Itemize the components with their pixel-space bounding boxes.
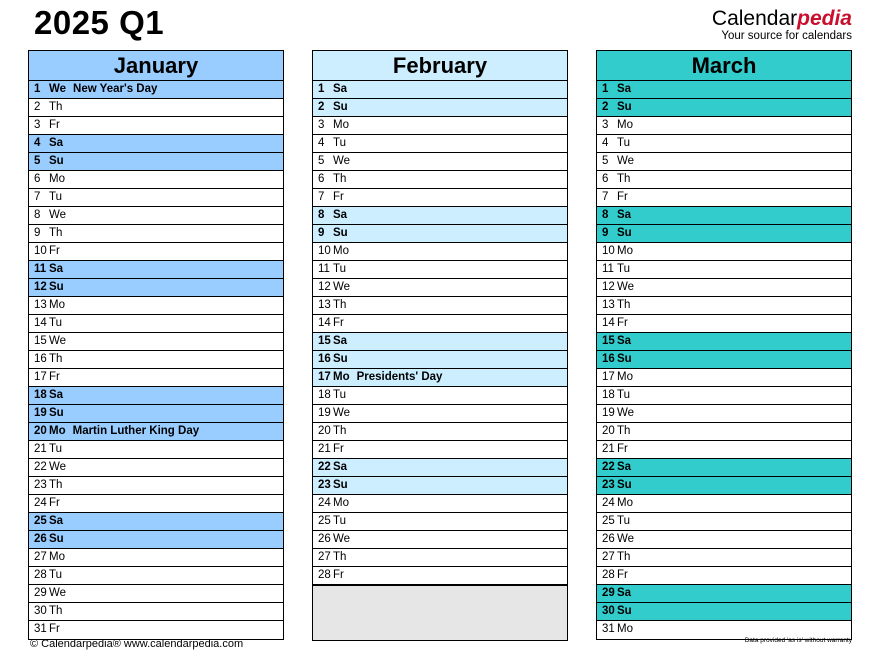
- weekday: We: [333, 533, 351, 545]
- day-row: [313, 135, 567, 153]
- weekday: Fr: [49, 371, 60, 383]
- day-number: 19: [602, 407, 615, 419]
- day-row: [29, 531, 283, 549]
- day-row: [597, 477, 851, 495]
- day-number: 17: [34, 371, 47, 383]
- weekday: Fr: [617, 317, 628, 329]
- day-number: 9: [318, 227, 325, 239]
- weekday: Sa: [333, 335, 348, 347]
- day-row: [597, 261, 851, 279]
- weekday: Sa: [49, 263, 64, 275]
- day-row: [313, 351, 567, 369]
- weekday: Tu: [333, 137, 346, 149]
- day-row: [597, 387, 851, 405]
- day-row: [597, 189, 851, 207]
- weekday: Mo: [49, 299, 65, 311]
- weekday: Sa: [49, 137, 64, 149]
- weekday: Sa: [617, 587, 632, 599]
- day-row: [313, 531, 567, 549]
- day-row: [597, 585, 851, 603]
- day-number: 21: [602, 443, 615, 455]
- weekday: We: [49, 461, 67, 473]
- day-row: [313, 567, 567, 585]
- day-row: [597, 135, 851, 153]
- day-number: 12: [318, 281, 331, 293]
- weekday: Tu: [333, 263, 346, 275]
- day-number: 19: [34, 407, 47, 419]
- day-number: 30: [34, 605, 47, 617]
- empty-filler: [313, 585, 567, 640]
- day-row: [313, 81, 567, 99]
- day-number: 15: [602, 335, 615, 347]
- day-number: 28: [318, 569, 331, 581]
- weekday: Su: [49, 155, 64, 167]
- day-number: 28: [602, 569, 615, 581]
- weekday: Mo: [617, 119, 633, 131]
- day-number: 8: [318, 209, 325, 221]
- day-row: [313, 153, 567, 171]
- weekday: We: [617, 533, 635, 545]
- day-row: [597, 495, 851, 513]
- day-number: 3: [602, 119, 609, 131]
- day-row: [29, 423, 283, 441]
- day-row: [597, 333, 851, 351]
- day-row: [29, 225, 283, 243]
- day-row: [29, 333, 283, 351]
- day-number: 12: [34, 281, 47, 293]
- day-row: [29, 513, 283, 531]
- brand-name-part2: pedia: [797, 7, 852, 30]
- day-number: 18: [318, 389, 331, 401]
- day-row: [597, 603, 851, 621]
- month-header: January: [29, 51, 283, 81]
- day-number: 14: [602, 317, 615, 329]
- day-number: 31: [34, 623, 47, 635]
- day-row: [313, 99, 567, 117]
- weekday: Sa: [333, 461, 348, 473]
- weekday: We: [617, 155, 635, 167]
- day-number: 6: [318, 173, 325, 185]
- weekday: Th: [617, 551, 631, 563]
- day-row: [313, 315, 567, 333]
- day-row: [29, 351, 283, 369]
- weekday: Fr: [49, 623, 60, 635]
- brand-tagline: Your source for calendars: [721, 30, 852, 42]
- day-number: 23: [318, 479, 331, 491]
- day-row: [29, 315, 283, 333]
- day-row: [29, 297, 283, 315]
- day-row: [29, 603, 283, 621]
- day-row: [29, 585, 283, 603]
- weekday: Tu: [617, 515, 630, 527]
- brand-name-part1: Calendar: [711, 7, 798, 30]
- day-row: [597, 81, 851, 99]
- weekday: Fr: [333, 569, 344, 581]
- day-number: 11: [318, 263, 330, 275]
- day-number: 27: [318, 551, 331, 563]
- weekday: Mo: [617, 623, 633, 635]
- weekday: Tu: [49, 191, 62, 203]
- day-row: [313, 225, 567, 243]
- day-number: 27: [34, 551, 47, 563]
- day-row: [597, 441, 851, 459]
- day-row: [29, 495, 283, 513]
- day-row: [29, 369, 283, 387]
- day-number: 24: [602, 497, 615, 509]
- day-number: 17: [602, 371, 615, 383]
- month-february: [312, 50, 568, 641]
- day-number: 21: [34, 443, 47, 455]
- month-january: [28, 50, 284, 640]
- day-number: 11: [602, 263, 614, 275]
- day-row: [29, 135, 283, 153]
- weekday: Tu: [617, 389, 630, 401]
- weekday: Th: [49, 353, 63, 365]
- day-number: 8: [602, 209, 609, 221]
- day-number: 2: [34, 101, 41, 113]
- day-row: [597, 459, 851, 477]
- day-row: [29, 189, 283, 207]
- holiday-name: Martin Luther King Day: [72, 425, 200, 437]
- day-list: [313, 81, 567, 640]
- weekday: Th: [333, 551, 347, 563]
- weekday: Sa: [617, 83, 632, 95]
- holiday-name: Presidents' Day: [356, 371, 443, 383]
- day-number: 18: [34, 389, 47, 401]
- day-row: [597, 117, 851, 135]
- day-number: 27: [602, 551, 615, 563]
- weekday: Fr: [333, 443, 344, 455]
- weekday: Mo: [617, 245, 633, 257]
- weekday: We: [617, 407, 635, 419]
- day-number: 2: [602, 101, 609, 113]
- weekday: We: [333, 407, 351, 419]
- day-number: 29: [602, 587, 615, 599]
- weekday: We: [49, 209, 67, 221]
- day-number: 13: [602, 299, 615, 311]
- day-number: 15: [34, 335, 47, 347]
- day-number: 6: [34, 173, 41, 185]
- day-row: [597, 171, 851, 189]
- weekday: Tu: [49, 443, 62, 455]
- weekday: Fr: [617, 191, 628, 203]
- day-row: [313, 261, 567, 279]
- day-number: 9: [34, 227, 41, 239]
- weekday: Sa: [49, 515, 64, 527]
- day-row: [313, 171, 567, 189]
- day-number: 4: [34, 137, 41, 149]
- day-row: [29, 243, 283, 261]
- day-row: [313, 441, 567, 459]
- day-row: [597, 423, 851, 441]
- day-row: [313, 405, 567, 423]
- day-row: [313, 387, 567, 405]
- day-number: 1: [34, 83, 41, 95]
- day-number: 30: [602, 605, 615, 617]
- weekday: Tu: [49, 569, 62, 581]
- weekday: Sa: [617, 461, 632, 473]
- weekday: Fr: [49, 245, 60, 257]
- day-row: [313, 117, 567, 135]
- day-number: 1: [602, 83, 609, 95]
- day-number: 22: [34, 461, 47, 473]
- weekday: Fr: [49, 497, 60, 509]
- weekday: Su: [333, 479, 348, 491]
- day-number: 6: [602, 173, 609, 185]
- day-number: 9: [602, 227, 609, 239]
- day-row: [29, 261, 283, 279]
- weekday: Mo: [333, 371, 350, 383]
- weekday: Su: [333, 101, 348, 113]
- weekday: We: [617, 281, 635, 293]
- day-number: 17: [318, 371, 331, 383]
- day-number: 3: [34, 119, 41, 131]
- day-row: [313, 297, 567, 315]
- day-number: 21: [318, 443, 331, 455]
- day-number: 20: [34, 425, 47, 437]
- weekday: Su: [617, 479, 632, 491]
- day-row: [313, 549, 567, 567]
- day-number: 5: [34, 155, 41, 167]
- day-number: 22: [602, 461, 615, 473]
- weekday: Tu: [617, 137, 630, 149]
- day-number: 10: [602, 245, 615, 257]
- weekday: Fr: [333, 191, 344, 203]
- day-row: [29, 567, 283, 585]
- day-number: 23: [602, 479, 615, 491]
- weekday: Sa: [617, 335, 632, 347]
- day-row: [313, 369, 567, 387]
- weekday: Tu: [333, 389, 346, 401]
- weekday: Sa: [49, 389, 64, 401]
- day-row: [29, 405, 283, 423]
- weekday: Mo: [49, 425, 66, 437]
- day-number: 26: [318, 533, 331, 545]
- day-row: [29, 441, 283, 459]
- day-row: [597, 513, 851, 531]
- weekday: Su: [617, 605, 632, 617]
- day-number: 7: [602, 191, 609, 203]
- brand-logo: [712, 8, 852, 42]
- weekday: Fr: [617, 569, 628, 581]
- day-row: [29, 621, 283, 639]
- day-row: [313, 333, 567, 351]
- day-row: [597, 549, 851, 567]
- day-row: [29, 549, 283, 567]
- weekday: Mo: [49, 551, 65, 563]
- weekday: Th: [333, 173, 347, 185]
- day-number: 13: [318, 299, 331, 311]
- day-number: 24: [34, 497, 47, 509]
- day-number: 5: [602, 155, 609, 167]
- weekday: Tu: [333, 515, 346, 527]
- day-number: 7: [34, 191, 41, 203]
- brand-name: [712, 8, 852, 30]
- day-row: [313, 279, 567, 297]
- day-row: [597, 315, 851, 333]
- weekday: Mo: [333, 119, 349, 131]
- day-row: [29, 477, 283, 495]
- footer-disclaimer: Data provided 'as is' without warranty: [744, 637, 852, 644]
- day-number: 11: [34, 263, 47, 275]
- weekday: Th: [333, 425, 347, 437]
- weekday: Su: [617, 101, 632, 113]
- day-row: [313, 477, 567, 495]
- day-row: [29, 117, 283, 135]
- day-number: 23: [34, 479, 47, 491]
- day-row: [313, 459, 567, 477]
- day-number: 8: [34, 209, 41, 221]
- day-number: 4: [602, 137, 609, 149]
- weekday: Su: [49, 407, 64, 419]
- weekday: Mo: [49, 173, 65, 185]
- page-title: 2025 Q1: [34, 4, 165, 41]
- day-number: 19: [318, 407, 331, 419]
- day-row: [29, 387, 283, 405]
- day-number: 25: [34, 515, 47, 527]
- weekday: Mo: [333, 245, 349, 257]
- day-row: [597, 279, 851, 297]
- day-row: [313, 495, 567, 513]
- holiday-name: New Year's Day: [73, 83, 158, 95]
- day-row: [597, 225, 851, 243]
- day-row: [29, 279, 283, 297]
- day-number: 10: [318, 245, 331, 257]
- day-row: [313, 513, 567, 531]
- day-row: [597, 369, 851, 387]
- day-number: 24: [318, 497, 331, 509]
- day-row: [597, 351, 851, 369]
- weekday: Fr: [49, 119, 60, 131]
- day-number: 16: [602, 353, 615, 365]
- weekday: Mo: [617, 371, 633, 383]
- day-number: 10: [34, 245, 47, 257]
- day-number: 7: [318, 191, 325, 203]
- day-number: 14: [318, 317, 331, 329]
- day-row: [29, 459, 283, 477]
- day-number: 26: [602, 533, 615, 545]
- weekday: We: [49, 587, 67, 599]
- day-row: [597, 567, 851, 585]
- day-number: 20: [602, 425, 615, 437]
- weekday: Sa: [333, 209, 348, 221]
- day-number: 22: [318, 461, 331, 473]
- weekday: Th: [49, 227, 63, 239]
- weekday: Tu: [617, 263, 630, 275]
- weekday: We: [333, 155, 351, 167]
- weekday: We: [49, 335, 67, 347]
- weekday: Sa: [333, 83, 348, 95]
- weekday: Fr: [333, 317, 344, 329]
- month-header: February: [313, 51, 567, 81]
- weekday: Th: [617, 425, 631, 437]
- day-row: [29, 99, 283, 117]
- day-number: 29: [34, 587, 47, 599]
- weekday: Su: [617, 353, 632, 365]
- weekday: Su: [333, 353, 348, 365]
- day-row: [597, 405, 851, 423]
- day-number: 3: [318, 119, 325, 131]
- weekday: We: [333, 281, 351, 293]
- weekday: Fr: [617, 443, 628, 455]
- weekday: Th: [617, 173, 631, 185]
- day-row: [597, 99, 851, 117]
- day-row: [597, 207, 851, 225]
- weekday: Su: [617, 227, 632, 239]
- month-march: [596, 50, 852, 640]
- day-number: 31: [602, 623, 615, 635]
- day-number: 25: [318, 515, 331, 527]
- day-row: [597, 531, 851, 549]
- weekday: Mo: [617, 497, 633, 509]
- weekday: Su: [49, 281, 64, 293]
- weekday: Th: [49, 605, 63, 617]
- day-row: [29, 153, 283, 171]
- day-row: [597, 297, 851, 315]
- day-row: [29, 81, 283, 99]
- weekday: Th: [49, 101, 63, 113]
- day-number: 13: [34, 299, 47, 311]
- day-list: [29, 81, 283, 639]
- day-number: 12: [602, 281, 615, 293]
- day-row: [597, 243, 851, 261]
- footer-copyright: © Calendarpedia® www.calendarpedia.com: [30, 638, 244, 650]
- weekday: Th: [617, 299, 631, 311]
- weekday: Tu: [49, 317, 62, 329]
- day-number: 25: [602, 515, 615, 527]
- day-row: [313, 189, 567, 207]
- day-list: [597, 81, 851, 639]
- weekday: We: [49, 83, 67, 95]
- day-number: 2: [318, 101, 325, 113]
- weekday: Su: [333, 227, 348, 239]
- weekday: Mo: [333, 497, 349, 509]
- day-number: 26: [34, 533, 47, 545]
- day-row: [313, 423, 567, 441]
- day-number: 15: [318, 335, 331, 347]
- weekday: Th: [49, 479, 63, 491]
- day-number: 4: [318, 137, 325, 149]
- weekday: Su: [49, 533, 64, 545]
- day-number: 16: [318, 353, 331, 365]
- day-row: [313, 207, 567, 225]
- day-number: 1: [318, 83, 325, 95]
- day-row: [29, 207, 283, 225]
- day-number: 18: [602, 389, 615, 401]
- day-row: [597, 153, 851, 171]
- day-row: [313, 243, 567, 261]
- day-row: [29, 171, 283, 189]
- day-number: 16: [34, 353, 47, 365]
- day-number: 28: [34, 569, 47, 581]
- day-number: 20: [318, 425, 331, 437]
- day-number: 5: [318, 155, 325, 167]
- day-number: 14: [34, 317, 47, 329]
- month-header: March: [597, 51, 851, 81]
- weekday: Th: [333, 299, 347, 311]
- weekday: Sa: [617, 209, 632, 221]
